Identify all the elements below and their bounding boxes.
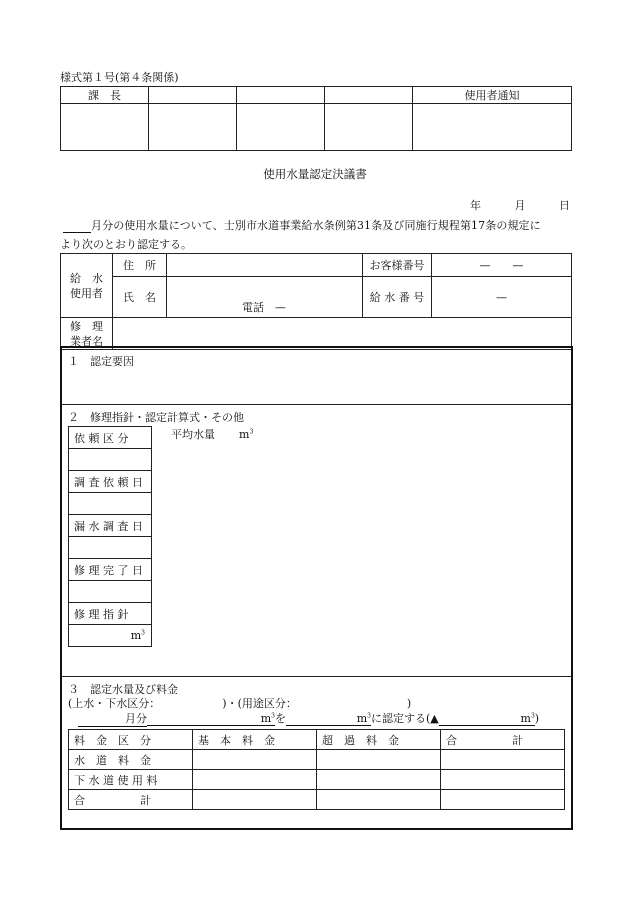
- customer-number-field[interactable]: — —: [432, 254, 572, 277]
- name-label: 氏 名: [113, 277, 167, 318]
- stamp-cell[interactable]: [237, 104, 325, 151]
- day-label: 日: [559, 199, 570, 212]
- document-title: 使用水量認定決議書: [263, 167, 367, 181]
- category-line: (上水・下水区分： )・(用途区分： ): [68, 697, 412, 710]
- address-label: 住 所: [113, 254, 167, 277]
- month-label: 月: [514, 199, 526, 212]
- fee-row-total: 合 計: [69, 790, 193, 810]
- stamp-cell[interactable]: [413, 104, 572, 151]
- supply-number-label: 給 水 番 号: [363, 277, 432, 318]
- date-line: [440, 197, 570, 213]
- fee-header-category: 料 金 区 分: [69, 730, 193, 750]
- survey-request-date-label: 調 査 依 頼 日: [69, 471, 152, 493]
- fee-cell[interactable]: [193, 770, 317, 790]
- fee-header-total: 合 計: [441, 730, 565, 750]
- repairer-field[interactable]: [113, 318, 572, 350]
- request-category-label: 依 頼 区 分: [69, 427, 152, 449]
- intro-line-2: より次のとおり認定する。: [60, 238, 192, 251]
- fee-row-sewer: 下 水 道 使 用 料: [69, 770, 193, 790]
- leak-survey-date-field[interactable]: [69, 537, 152, 559]
- approval-table: [60, 86, 572, 151]
- form-number: 様式第１号(第４条関係): [60, 71, 179, 84]
- stamp-cell[interactable]: [149, 104, 237, 151]
- fee-header-basic: 基 本 料 金: [193, 730, 317, 750]
- divider: [62, 676, 571, 677]
- survey-request-date-field[interactable]: [69, 493, 152, 515]
- fee-row-water: 水 道 料 金: [69, 750, 193, 770]
- fee-table: [68, 729, 565, 810]
- customer-number-label: お客様番号: [363, 254, 432, 277]
- section-3-heading: ３ 認定水量及び料金: [68, 683, 178, 696]
- fee-cell[interactable]: [317, 790, 441, 810]
- assessment-box: [60, 346, 573, 830]
- approval-cell: [237, 87, 325, 104]
- repair-complete-date-field[interactable]: [69, 581, 152, 603]
- fee-cell[interactable]: [441, 790, 565, 810]
- divider: [62, 404, 571, 405]
- repairer-label: 修 理 業者名: [61, 318, 113, 350]
- info-table: [60, 253, 572, 350]
- fee-cell[interactable]: [193, 750, 317, 770]
- repair-reading-field[interactable]: $m^3$: [69, 625, 152, 647]
- repair-complete-date-label: 修 理 完 了 日: [69, 559, 152, 581]
- section-2-heading: ２ 修理指針・認定計算式・その他: [68, 411, 244, 424]
- stamp-cell[interactable]: [61, 104, 149, 151]
- approval-cell: [149, 87, 237, 104]
- year-label: 年: [470, 199, 481, 212]
- address-field[interactable]: [167, 254, 363, 277]
- section-1-heading: １ 認定要因: [68, 355, 134, 368]
- repair-info-table: [68, 426, 152, 647]
- request-category-field[interactable]: [69, 449, 152, 471]
- fee-cell[interactable]: [441, 750, 565, 770]
- name-field[interactable]: [167, 277, 363, 318]
- supply-number-field[interactable]: —: [432, 277, 572, 318]
- average-volume: 平均水量 $m^3$: [171, 428, 254, 441]
- chief-label: 課 長: [61, 87, 149, 104]
- fee-cell[interactable]: [193, 790, 317, 810]
- repair-reading-label: 修 理 指 針: [69, 603, 152, 625]
- fee-cell[interactable]: [317, 770, 441, 790]
- stamp-cell[interactable]: [325, 104, 413, 151]
- leak-survey-date-label: 漏 水 調 査 日: [69, 515, 152, 537]
- fee-cell[interactable]: [317, 750, 441, 770]
- approval-cell: [325, 87, 413, 104]
- month-blank[interactable]: [63, 221, 91, 233]
- fee-header-excess: 超 過 料 金: [317, 730, 441, 750]
- phone-label: 電話 —: [242, 301, 286, 314]
- fee-cell[interactable]: [441, 770, 565, 790]
- intro-line-1: 月分の使用水量について、士別市水道事業給水条例第31条及び同施行規程第17条の規定に: [60, 217, 575, 233]
- user-notice-label: 使用者通知: [413, 87, 572, 104]
- volume-line: 月分 $m^3$を $m^3$に認定する(▲ $m^3$): [78, 710, 539, 727]
- water-user-label: 給 水 使用者: [61, 254, 113, 318]
